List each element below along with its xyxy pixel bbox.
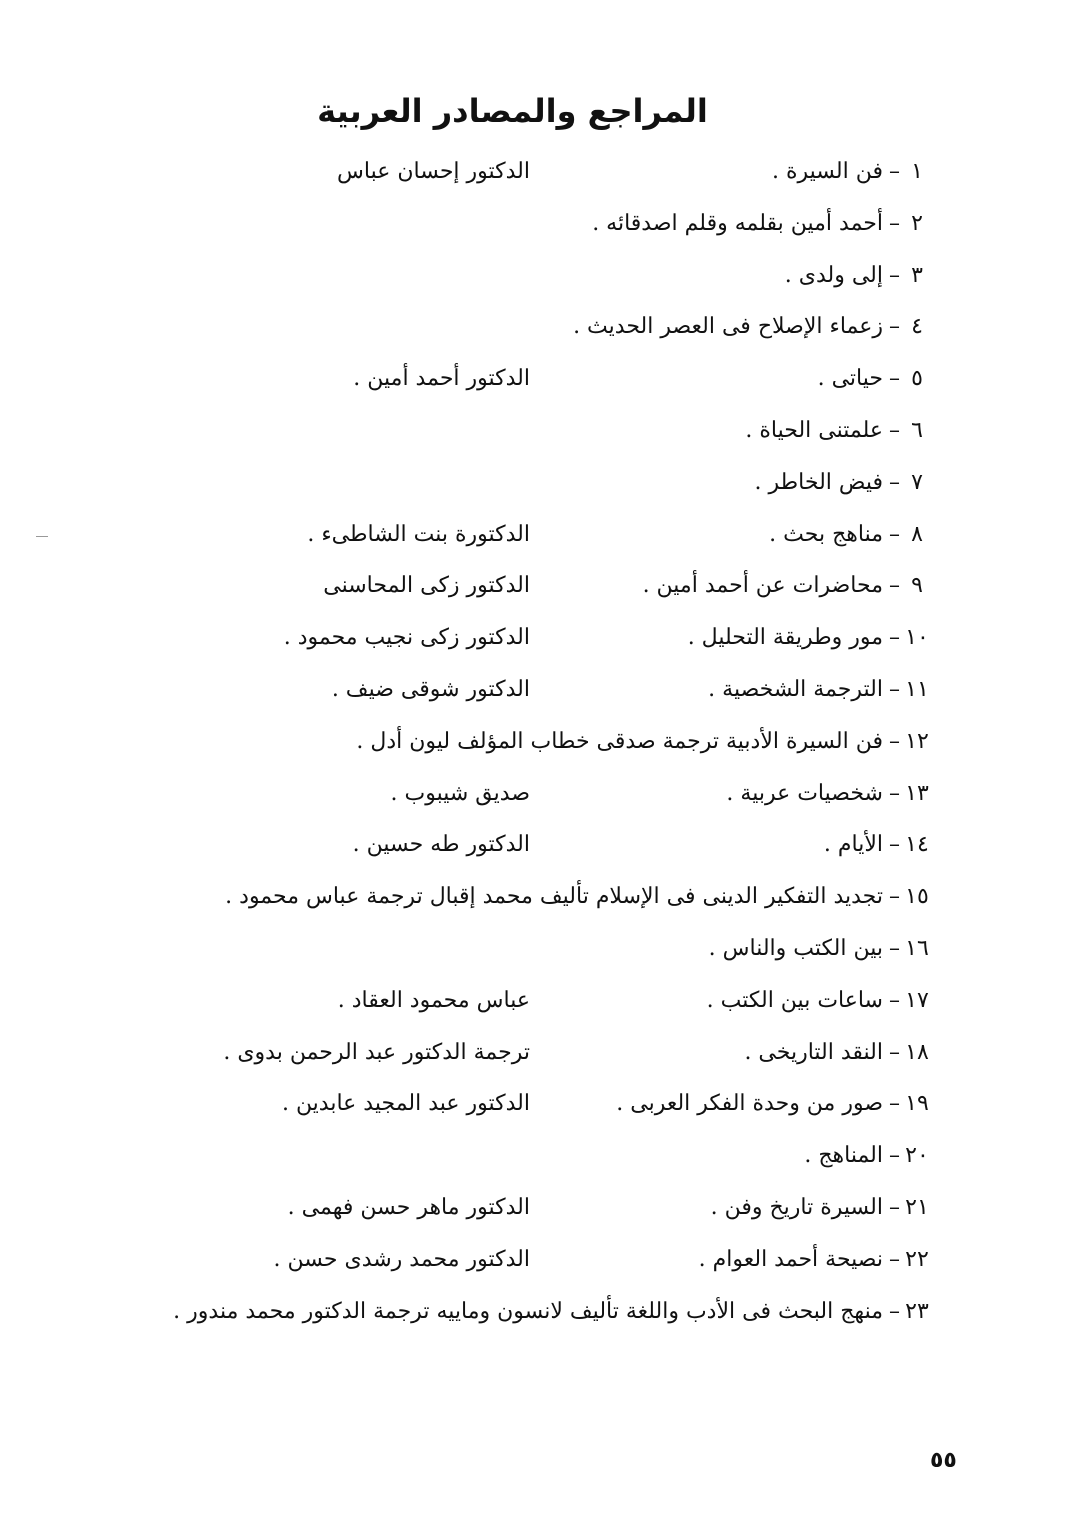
reference-number: ٧ [911, 469, 923, 495]
reference-number: ٦ [911, 417, 923, 443]
reference-entry [100, 1130, 930, 1182]
reference-author: الدكتور ماهر حسن فهمى . [287, 1194, 530, 1220]
reference-author: الدكتور شوقى ضيف . [331, 676, 530, 702]
reference-entry [100, 612, 930, 664]
reference-author: الدكتور طه حسين . [352, 832, 530, 858]
reference-number: ١٣ [905, 780, 929, 806]
reference-entry [100, 353, 930, 405]
reference-dash: – [889, 1143, 900, 1169]
reference-title: الترجمة الشخصية . [708, 676, 883, 702]
reference-number: ٨ [911, 521, 923, 547]
reference-author: الدكتور محمد رشدى حسن . [273, 1246, 530, 1272]
reference-number: ٩ [911, 573, 923, 599]
reference-author: الدكتورة بنت الشاطىء . [307, 521, 530, 547]
reference-entry [100, 923, 930, 975]
reference-dash: – [889, 1194, 900, 1220]
reference-dash: – [889, 728, 900, 754]
reference-author: عباس محمود العقاد . [337, 987, 530, 1013]
reference-dash: – [889, 625, 900, 651]
reference-title: فيض الخاطر . [754, 469, 883, 495]
reference-entry [100, 509, 930, 561]
reference-number: ٤ [911, 314, 923, 340]
reference-dash: – [889, 521, 900, 547]
reference-dash: – [889, 987, 900, 1013]
reference-dash: – [889, 1246, 900, 1272]
reference-entry [100, 250, 930, 302]
references-list [100, 146, 930, 1337]
reference-entry [100, 560, 930, 612]
reference-number: ١٢ [905, 728, 929, 754]
reference-dash: – [889, 159, 900, 184]
page-title: المراجع والمصادر العربية [317, 92, 708, 130]
reference-dash: – [889, 1091, 900, 1117]
reference-title: إلى ولدى . [784, 262, 883, 288]
reference-author: الدكتور زكى نجيب محمود . [283, 625, 530, 651]
reference-number: ١٤ [905, 832, 929, 858]
reference-number: ٢٢ [905, 1246, 929, 1272]
reference-entry [100, 405, 930, 457]
reference-entry [100, 1234, 930, 1286]
reference-number: ٣ [911, 262, 923, 288]
reference-entry [100, 457, 930, 509]
reference-dash: – [889, 573, 900, 599]
reference-dash: – [889, 314, 900, 340]
reference-entry [100, 1286, 930, 1338]
reference-number: ٢١ [905, 1194, 929, 1220]
reference-entry [100, 975, 930, 1027]
reference-title: مناهج بحث . [769, 521, 883, 547]
reference-entry [100, 871, 930, 923]
reference-author: الدكتور عبد المجيد عابدين . [281, 1091, 530, 1117]
reference-author: صديق شيبوب . [390, 780, 530, 806]
reference-number: ١١ [905, 676, 929, 702]
reference-dash: – [889, 832, 900, 858]
reference-title: بين الكتب والناس . [708, 935, 883, 961]
reference-dash: – [889, 469, 900, 495]
reference-number: ١ [911, 159, 923, 184]
reference-number: ١٥ [905, 884, 929, 910]
reference-dash: – [889, 366, 900, 392]
reference-title: الأيام . [823, 832, 883, 858]
reference-number: ١٨ [905, 1039, 929, 1065]
reference-dash: – [889, 262, 900, 288]
reference-title: شخصيات عربية . [726, 780, 883, 806]
reference-entry [100, 1182, 930, 1234]
reference-number: ١٧ [905, 987, 929, 1013]
reference-entry [100, 1078, 930, 1130]
reference-author: الدكتور أحمد أمين . [353, 366, 530, 392]
reference-title: السيرة تاريخ وفن . [710, 1194, 883, 1220]
reference-number: ٢ [911, 210, 923, 236]
reference-author: ترجمة الدكتور عبد الرحمن بدوى . [223, 1039, 530, 1065]
reference-title: حياتى . [817, 366, 883, 392]
page-number: ٥٥ [930, 1448, 957, 1473]
reference-title: منهج البحث فى الأدب واللغة تأليف لانسون وماييه ترجمة الدكتور محمد مندور . [173, 1298, 883, 1324]
reference-entry [100, 301, 930, 353]
reference-title: فن السيرة الأدبية ترجمة صدقى خطاب المؤلف ليون أدل . [356, 728, 883, 754]
reference-title: محاضرات عن أحمد أمين . [642, 573, 883, 599]
reference-author: الدكتور إحسان عباس [337, 159, 530, 184]
reference-title: أحمد أمين بقلمه وقلم اصدقائه . [592, 210, 883, 236]
reference-dash: – [889, 884, 900, 910]
reference-number: ١٦ [905, 935, 929, 961]
reference-number: ١٩ [905, 1091, 929, 1117]
reference-dash: – [889, 210, 900, 236]
reference-number: ٢٣ [905, 1298, 929, 1324]
reference-dash: – [889, 1298, 900, 1324]
reference-title: ساعات بين الكتب . [706, 987, 883, 1013]
reference-title: مور وطريقة التحليل . [687, 625, 883, 651]
reference-entry [100, 146, 930, 198]
reference-entry [100, 1027, 930, 1079]
reference-dash: – [889, 1039, 900, 1065]
reference-entry [100, 768, 930, 820]
reference-number: ٥ [911, 366, 923, 392]
reference-dash: – [889, 676, 900, 702]
reference-title: نصيحة أحمد العوام . [698, 1246, 883, 1272]
reference-entry [100, 819, 930, 871]
reference-title: النقد التاريخى . [744, 1039, 883, 1065]
reference-dash: – [889, 935, 900, 961]
reference-entry [100, 198, 930, 250]
reference-title: صور من وحدة الفكر العربى . [616, 1091, 883, 1117]
reference-title: علمتنى الحياة . [745, 417, 883, 443]
reference-title: تجديد التفكير الدينى فى الإسلام تأليف محمد إقبال ترجمة عباس محمود . [225, 884, 883, 910]
reference-dash: – [889, 780, 900, 806]
margin-mark [36, 536, 48, 537]
reference-dash: – [889, 417, 900, 443]
reference-author: الدكتور زكى المحاسنى [323, 573, 530, 599]
reference-number: ١٠ [905, 625, 929, 651]
reference-title: فن السيرة . [772, 159, 883, 184]
reference-number: ٢٠ [905, 1143, 929, 1169]
reference-entry [100, 716, 930, 768]
reference-entry [100, 664, 930, 716]
reference-title: زعماء الإصلاح فى العصر الحديث . [573, 314, 883, 340]
reference-title: المناهج . [804, 1143, 883, 1169]
